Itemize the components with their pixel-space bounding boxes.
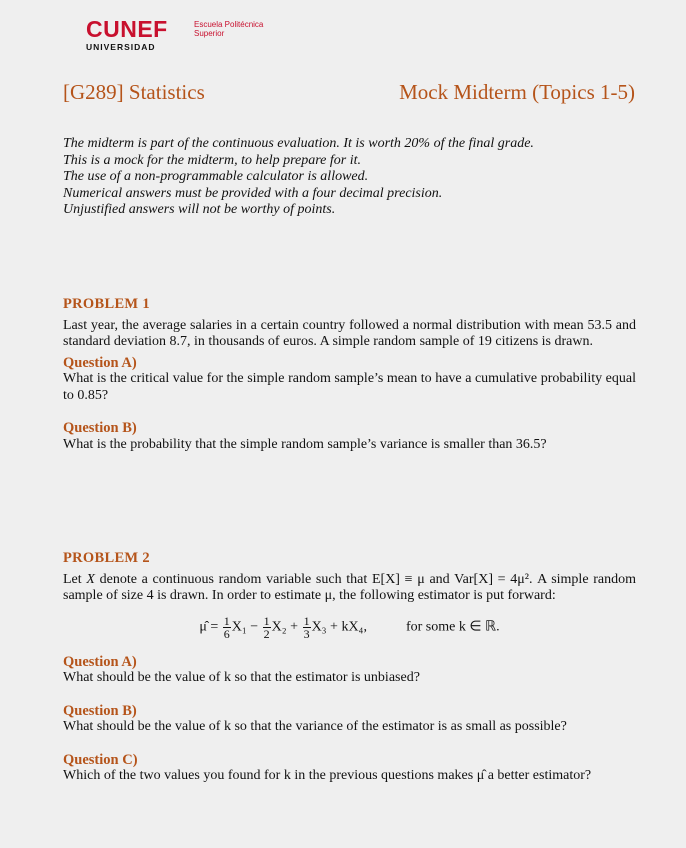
problem-2-title: PROBLEM 2: [63, 550, 150, 566]
variable-x: X: [86, 571, 95, 587]
formula-term: X₃ + kX₄,: [311, 619, 367, 635]
logo-subtitle: UNIVERSIDAD: [86, 42, 156, 52]
formula-lhs: μ̂ =: [199, 619, 219, 635]
problem-2-question-b-title: Question B): [63, 702, 137, 719]
problem-2-statement: [63, 572, 636, 605]
problem-1-question-a-text: What is the critical value for the simple random sample’s mean to have a cumulative probability equal to 0.85?: [63, 371, 636, 403]
course-title: [G289] Statistics: [63, 80, 205, 104]
statement-text: denote a continuous random variable such that E[X] ≡ μ and Var[X] = 4μ². A simple random sample of size 4 is drawn. In order to estimate μ, the following estimator is put forward:: [63, 571, 636, 603]
problem-2-question-a-title: Question A): [63, 653, 137, 670]
logo-school-line2: Superior: [194, 29, 225, 38]
university-logo: [86, 16, 264, 52]
problem-1-question-b-text: What is the probability that the simple random sample’s variance is smaller than 36.5?: [63, 436, 547, 452]
problem-1-title: PROBLEM 1: [63, 296, 150, 312]
formula-term: X₂ +: [271, 619, 299, 635]
problem-1: [63, 296, 636, 453]
problem-2: [63, 550, 636, 785]
estimator-formula: [63, 615, 636, 640]
logo-school-name: [194, 20, 263, 38]
problem-2-question-c-text: Which of the two values you found for k in the previous questions makes μ̂ a better estimator?: [63, 768, 592, 783]
exam-instructions: [63, 136, 643, 219]
fraction-one-sixth: $\frac{1}{6}$: [223, 613, 230, 641]
problem-2-question-c-title: Question C): [63, 751, 138, 768]
problem-2-question-b-text: What should be the value of k so that the variance of the estimator is as small as possible?: [63, 719, 567, 734]
formula-term: X₁ −: [231, 619, 259, 635]
problem-2-question-a-text: What should be the value of k so that the estimator is unbiased?: [63, 670, 420, 685]
problem-1-question-a-title: Question A): [63, 354, 137, 371]
instruction-line: Unjustified answers will not be worthy of points.: [63, 202, 336, 217]
fraction-one-half: $\frac{1}{2}$: [263, 613, 270, 641]
statement-text: Let: [63, 571, 87, 587]
instruction-line: The use of a non-programmable calculator is allowed.: [63, 169, 369, 184]
instruction-line: Numerical answers must be provided with a four decimal precision.: [63, 185, 443, 201]
exam-title: Mock Midterm (Topics 1-5): [399, 80, 635, 104]
logo-brand: CUNEF: [86, 16, 168, 42]
problem-1-question-b-title: Question B): [63, 420, 137, 436]
formula-condition: for some k ∈ ℝ.: [405, 619, 500, 635]
fraction-one-third: $\frac{1}{3}$: [303, 613, 310, 641]
logo-school-line1: Escuela Politécnica: [194, 20, 264, 29]
instruction-line: This is a mock for the midterm, to help prepare for it.: [63, 152, 361, 168]
problem-1-statement: Last year, the average salaries in a certain country followed a normal distribution with mean 53.5 and standard deviation 8.7, in thousands of euros. A simple random sample of 19 citizens is drawn.: [63, 317, 636, 349]
instruction-line: The midterm is part of the continuous evaluation. It is worth 20% of the final grade.: [63, 136, 534, 151]
